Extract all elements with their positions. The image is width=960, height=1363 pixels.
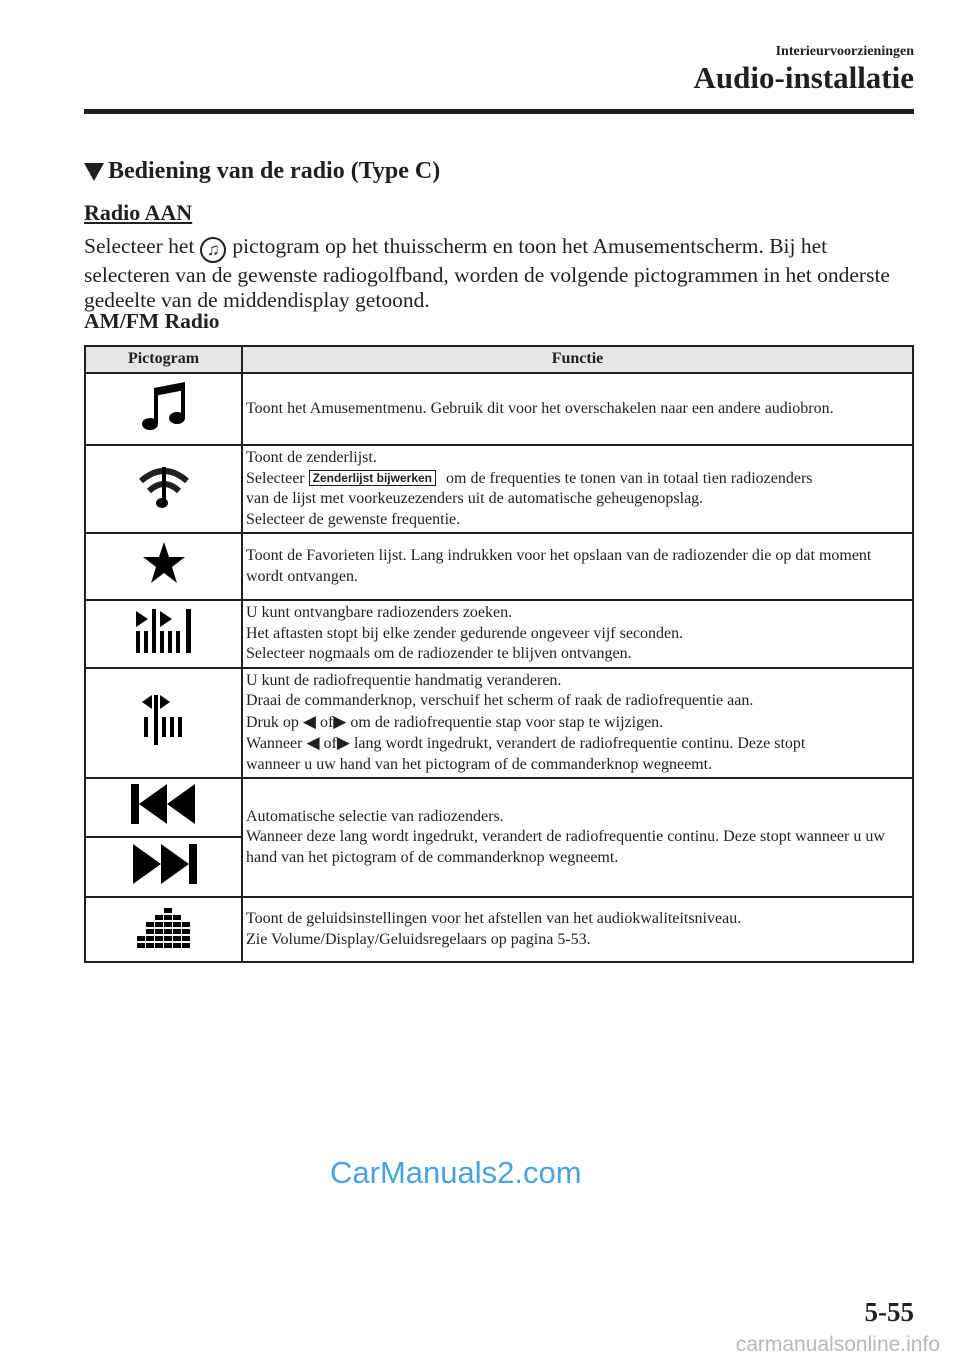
row-text: Zie Volume/Display/Geluidsregelaars op pagina 5-53. [246,930,591,948]
row-text: wanneer u uw hand van het pictogram of de commanderknop wegneemt. [246,755,713,773]
heading-text: Bediening van de radio (Type C) [108,158,441,184]
row-text: om de radiofrequentie stap voor stap te wijzigen. [350,713,664,731]
page-number: 5-55 [864,1297,914,1327]
triangle-bullet-icon [84,163,104,181]
row-text: U kunt ontvangbare radiozenders zoeken. [246,604,513,621]
music-note-icon: ♫ [200,237,226,263]
header-rule [84,109,914,114]
row-text: Selecteer nogmaals om de radiozender te blijven ontvangen. [246,645,632,662]
watermark-footer: carmanualsonline.info [735,1333,940,1356]
chapter-title: Audio-installatie [693,60,914,95]
pictogram-table [84,345,914,963]
row-text: Selecteer [246,469,305,487]
subsection-title: AM/FM Radio [84,309,220,333]
scan-icon [134,607,194,655]
zenderlijst-bijwerken-button: Zenderlijst bijwerken [309,470,436,486]
arrow-left-icon: ◀ [306,733,320,752]
star-icon [142,542,186,584]
row-text: of [323,735,337,752]
arrow-left-icon: ◀ [302,711,316,731]
row-text: Toont de zenderlijst. [246,449,377,466]
row-text: of [319,713,334,731]
row-text: Wanneer [246,735,303,752]
intro-before: Selecteer het [84,234,195,258]
row-text: Wanneer deze lang wordt ingedrukt, verandert de radiofrequentie continu. Deze stopt wanneer u uw hand van het pictogram of de commanderknop wegneemt. [246,828,885,866]
row-text: U kunt de radiofrequentie handmatig veranderen. [246,671,562,689]
row-text: Selecteer de gewenste frequentie. [246,510,461,528]
row-text: Automatische selectie van radiozenders. [246,807,504,825]
intro-paragraph [84,234,914,313]
section-label: Interieurvoorzieningen [775,44,914,59]
row-text: lang wordt ingedrukt, verandert de radiofrequentie continu. Deze stopt [353,735,806,752]
watermark: CarManuals2.com [330,1155,582,1190]
arrow-right-icon: ▶ [336,733,350,752]
col-header-pictogram: Pictogram [85,346,242,373]
col-header-functie: Functie [242,346,913,373]
row-text: Het aftasten stopt bij elke zender gedurende ongeveer vijf seconden. [246,624,684,642]
music-note-icon [141,380,187,432]
section-heading [84,158,440,185]
row-text: Toont de Favorieten lijst. Lang indrukken voor het opslaan van de radiozender die op dat moment wordt ontvangen. [242,533,913,600]
seek-back-icon [131,784,197,824]
arrow-right-icon: ▶ [333,711,347,731]
row-text: van de lijst met voorkeuzezenders uit de automatische geheugenopslag. [246,490,704,507]
row-text: Draai de commanderknop, verschuif het scherm of raak de radiofrequentie aan. [246,692,754,709]
station-list-icon [139,463,189,509]
sound-settings-icon [136,903,192,949]
manual-tune-icon [140,695,188,745]
seek-forward-icon [131,844,197,884]
row-text: Druk op [246,713,299,731]
subheading: Radio AAN [84,200,193,225]
row-text: Toont het Amusementmenu. Gebruik dit voor het overschakelen naar een andere audiobron. [242,373,913,445]
row-text: om de frequenties te tonen van in totaal tien radiozenders [446,469,813,487]
intro-after: pictogram op het thuisscherm en toon het Amusementscherm. Bij het selecteren van de gewenste radiogolfband, worden de volgende pictogrammen in het onderste gedeelte van de middendisplay getoond. [84,234,890,312]
row-text: Toont de geluidsinstellingen voor het afstellen van het audiokwaliteitsniveau. [246,910,742,927]
